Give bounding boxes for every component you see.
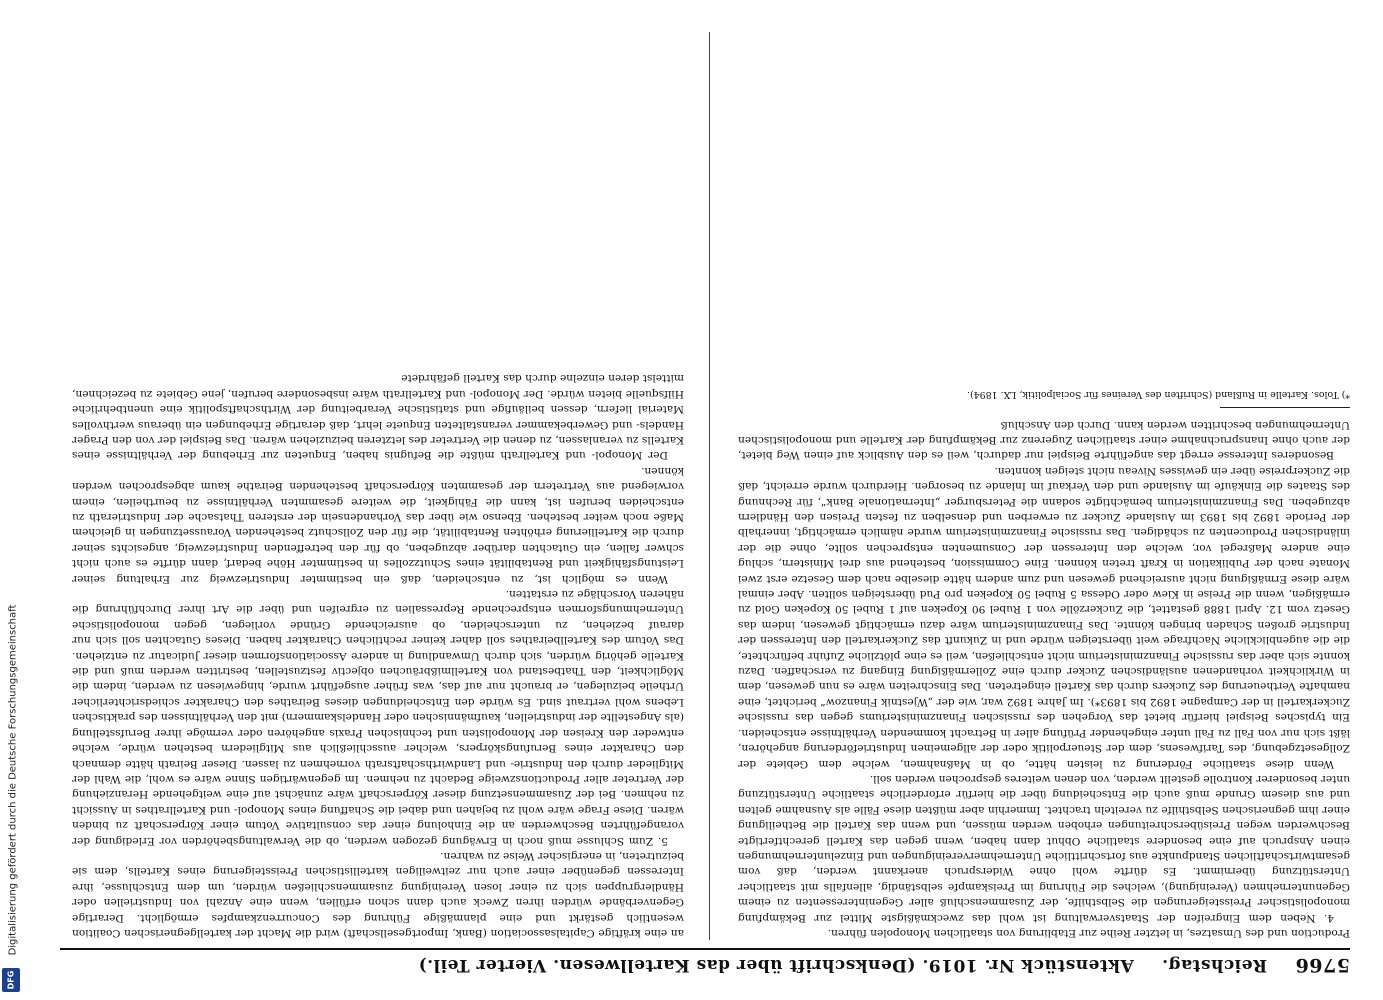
digitization-credit: Digitalisierung gefördert durch die Deutsche Forschungsgemeinschaft	[7, 604, 19, 956]
paragraph: an eine kräftige Capitalsassociation (Bank, Importgesellschaft) wird die Macht der kartellgegnerischen Coalition wesentlich gestärkt und eine planmäßige Führung des Concurrenzkampfes ermöglicht. Derartige Gegenverbände würden ihren Zweck auch dann schon erfüllen, wenn eine Anzahl von Industriellen oder Händlergruppen sich zu einer losen Vereinigung zusammenschließen würden, um dem Entschlusse, ihre Interessen gegenüber einer auch nur zeitweiligen kartellistischen Preissteigerung eines Kartells, dem sie beizutreten, in energischer Weise zu wahren.	[72, 849, 684, 939]
paragraph: Der Monopol- und Kartellrath müßte die Befugnis haben, Enqueten zur Erhebung der Verhältnisse eines Kartells zu veranlassen, zu denen die Vertreter des letzteren beizuziehen wären. Das Beispiel der von den Prager Handels- und Gewerbekammer veranstalteten Enquete lehrt, daß derartige Erhebungen ein überaus werthvolles Material liefern, dessen beiläufige und statistische Verarbeitung der Wirthschaftspolitik eine unentbehrliche Hilfsquelle bieten würde. Der Monopol- und Kartellrath wäre insbesondere berufen, jene Gebiete zu bezeichnen, mittelst deren einzelne durch das Kartell gefährdete	[72, 372, 684, 462]
paragraph: Wenn es möglich ist, zu entscheiden, daß ein bestimmter Industriezweig zur Erhaltung seiner Leistungsfähigkeit und Rentabilität eines Schutzzolles in bestimmter Höhe bedarf, dann dürfte es auch nicht schwer fallen, ein Gutachten darüber abzugeben, ob für den betreffenden Industriezweig, angesichts seiner durch die Kartellierung erhöhten Rentabilität, die für den Zollschutz bestehenden Voraussetzungen in gleichem Maße noch weiter bestehen. Ebenso wie über das Vorhandensein der ersteren Thatsache der Industrierath zu entscheiden berufen ist, kann die Fähigkeit, die weitere gesammten Verhältnisse zu beurtheilen, einem vorwiegend aus Vertretern der gesammten Körperschaft bestehenden Beirathe kaum abgesprochen werden können.	[72, 464, 684, 585]
dfg-logo-icon	[2, 968, 20, 992]
header-title-right: Aktenstück Nr. 1019. (Denkschrift über das Kartellwesen. Vierter Teil.)	[418, 955, 1134, 975]
paragraph: Besonderes Interesse erregt das angeführte Beispiel nur dadurch, weil es den Ausblick auf einen Weg bietet, der auch ohne Inanspruchnahme einer staatlichen Zugerenz zur Bekämpfung der Kartelle und monopolistischen Unternehmungen beschritten werden kann. Durch den Anschluß	[738, 418, 1350, 462]
footnote: *) Tolos. Kartelle in Rußland (Schriften des Vereines für Socialpolitik, LX. 1894).	[967, 389, 1350, 401]
footnote-rule	[1220, 407, 1350, 408]
credit-strip	[0, 0, 26, 1000]
column-divider	[709, 32, 710, 940]
paragraph: Wenn diese staatliche Förderung zu leisten hätte, ob in Maßnahmen, welche dem Gebiete der Zollgesetzgebung, des Tarifwesens, dem der Steuerpolitik oder der allgemeinen Industrieförderung angehören, läßt sich nur von Fall zu Fall unter eingehender Prüfung aller in Betracht kommenden Verhältnisse entscheiden. Ein typisches Beispiel hierfür bietet das Vorgehen des russischen Finanzministeriums gegen das russische Zuckerkartell in der Campagne 1892 bis 1893*). Im Jahre 1892 war, wie der „Wjestnik Finanzow“ berichtet, eine namhafte Vertheuerung des Zuckers durch das Kartell eingetreten. Das Einschreiten wäre es nun gewesen, dem in Wirklichkeit vorhandenen ausländischen Zucker durch eine Zollermäßigung Eingang zu verschaffen. Dazu konnte sich aber das russische Finanzministerium nicht entschließen, weil es eine plötzliche Zufuhr befürchtete, die die augenblickliche Nachfrage weit übersteigen würde und in Zukunft das Zuckerkartell den Interessen der Industrie großen Schaden bringen könnte. Das Finanzministerium wäre dazu ermächtigt gewesen, indem das Gesetz vom 12. April 1888 gestattet, die Zuckerzölle von 1 Rubel 90 Kopeken auf 1 Rubel 50 Kopeken Gold zu ermäßigen, wenn die Preise in Kiew oder Odessa 5 Rubel 50 Kopeken pro Pud übersteigen sollten. Aber einmal wäre diese Ermäßigung nicht ausreichend gewesen und zum andern hätte dieselbe nach dem Gesetze erst zwei Monate nach der Publikation in Kraft treten können. Eine Commission, bestehend aus drei Ministern, schlug eine andere Maßregel vor, welche den Interessen der Consumenten entsprechen sollte, ohne die der inländischen Producenten zu schädigen. Das russische Finanzministerium wurde nämlich ermächtigt, innerhalb der Periode 1892 bis 1893 im Auslande Zucker zu erwerben und denselben zu festen Preisen den Händlern abzugeben. Das Finanzministerium bemächtigte sodann die Petersburger „Internationale Bank“, für Rechnung des Staates die Einkäufe im Auslande und den Verkauf im Inlande zu besorgen. Hierdurch wurde erreicht, daß die Zuckerpreise über ein gewisses Niveau nicht steigen konnten.	[738, 464, 1350, 770]
scanned-page	[60, 22, 1350, 980]
paragraph: 5. Zum Schlusse muß noch in Erwägung gezogen werden, ob die Verwaltungsbehörden vor Erledigung der vorangeführten Beschwerden an die Einholung einer das consultative Votum einer Körperschaft zu binden wären. Diese Frage wäre wohl zu bejahen und dabei die Schaffung eines Monopol- und Kartellrathes in Aussicht zu nehmen. Bei der Zusammensetzung dieser Körperschaft wäre zunächst auf eine weitgehende Heranziehung der Vertreter aller Productionszweige Bedacht zu nehmen. Im gegenwärtigen Sinne wäre es wohl, die Wahl der Mitglieder durch den Industrie- und Landwirthschaftsrath vornehmen zu lassen. Dieser Beirath hätte demnach den Charakter eines Berufungskörpers, welcher ausschließlich aus Mitgliedern bestehen würde, welche entweder den Kreisen der Monopolisten und technischen Praxis angehören oder vermöge ihrer Berufsstellung (als Angestellte der industriellen, kaufmännischen oder Handelskammern) mit den Verhältnissen des praktischen Lebens wohl vertraut sind. Es würde den Entscheidungen dieses Beirathes den Charakter schiedsrichterlicher Urtheile beizulegen, er braucht nur auf das, was früher ausgeführt wurde, hingewiesen zu werden, indem die Möglichkeit, den Thatbestand von Kartellmißbräuchen objectiv festzustellen, bestritten werden muß und die Kartelle gehörig würden, sich durch Umwandlung in andere Associationsformen dieser Judicatur zu entziehen. Das Votum des Kartellbeirathes soll daher keiner rechtlichen Charakter haben. Dieses Gutachten soll sich nur darauf beziehen, zu unterscheiden, ob ausreichende Gründe vorliegen, gegen monopolistische Unternehmungsformen entsprechende Repressalien zu ergreifen und über die Art ihrer Durchführung die näheren Vorschläge zu erstatten.	[72, 588, 684, 847]
left-column	[738, 28, 1350, 940]
paragraph: Production und des Umsatzes, in letzter Reihe zur Etablirung von staatlichen Monopolen führen.	[827, 927, 1350, 939]
header-title-left: Reichstag.	[1161, 955, 1268, 975]
paragraph: 4. Neben dem Eingreifen der Staatsverwaltung ist wohl das zweckmäßigste Mittel zur Bekämpfung monopolistischer Preissteigerungen die Selbsthilfe, der Zusammenschluß aller Gegeninteressenten zu einem Gegenunternehmen (Vereinigung), welches die Führung im Preiskampfe selbständig, allenfalls mit staatlicher Unterstützung übernimmt. Es dürfte wohl ohne Widerspruch anerkannt werden, daß vom gesamtwirtschaftlichen Standpunkte aus fortschrittliche Unternehmervereinigungen und Einzelunternehmungen einen Anspruch auf eine besondere staatliche Obhut dann haben, wenn gegen das Kartell gerechtfertigte Beschwerden wegen Preisüberschreitungen erhoben werden müssen, und wenn das Kartell die Betheiligung einer ihm gegnerischen Selbsthilfe zu vereiteln trachtet. Immerhin aber müßten diese Fälle als Ausnahme gelten und aus diesem Grunde muß auch die Entscheidung über die hierfür erforderliche staatliche Unterstützung unter besonderer Kontrolle gestellt werden, von denen weiteres gesprochen werden soll.	[738, 772, 1350, 924]
dfg-logo-label: DFG	[6, 970, 16, 990]
page-number: 5766	[1295, 954, 1350, 976]
page-header	[60, 948, 1350, 980]
right-column	[72, 28, 684, 940]
